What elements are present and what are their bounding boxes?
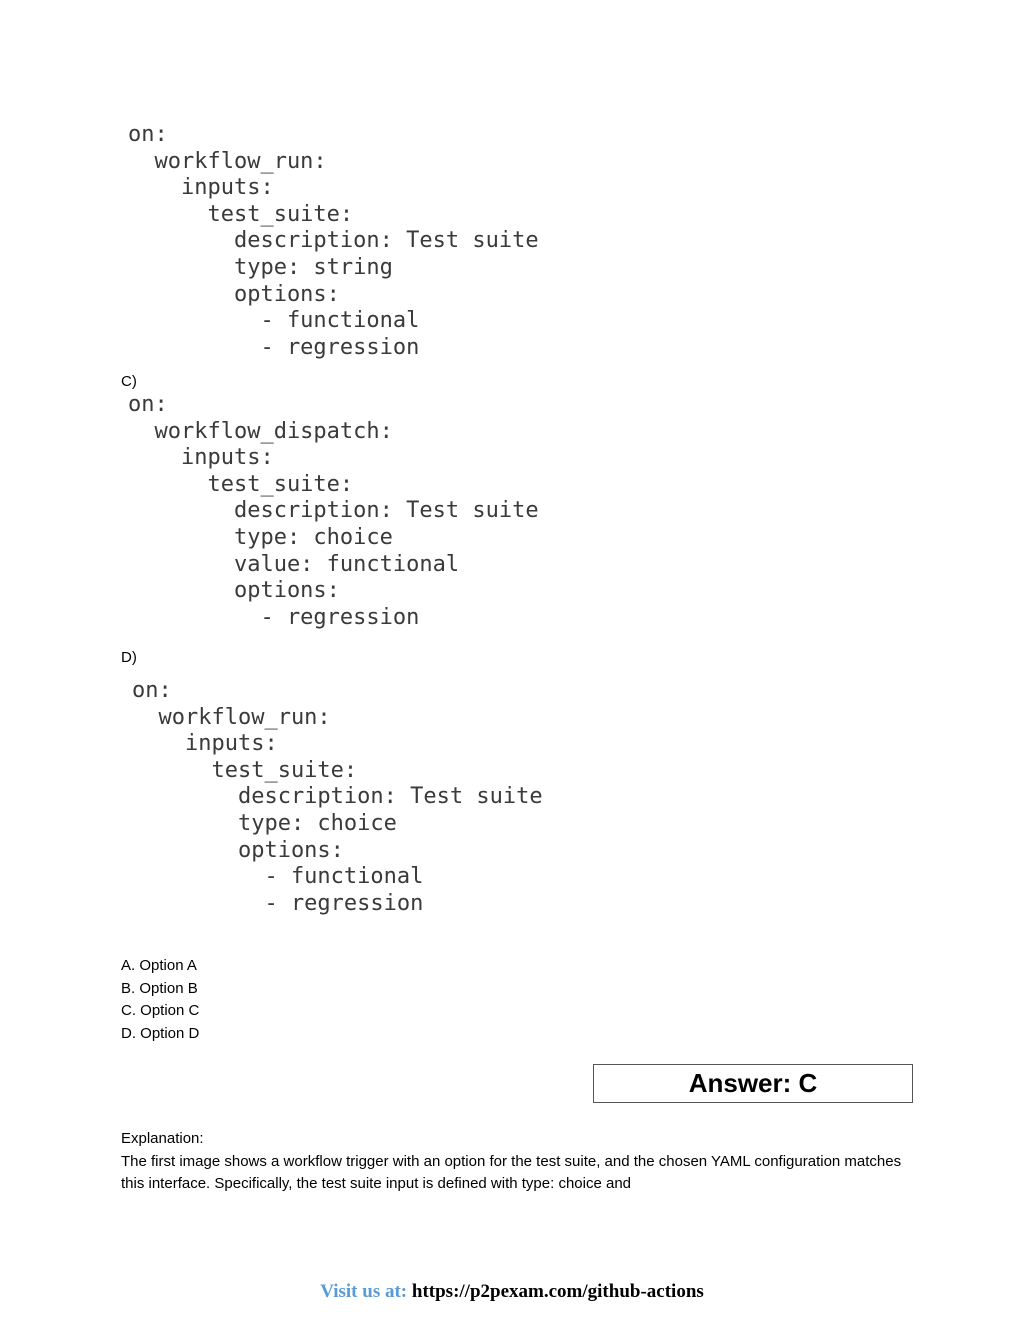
choice-b: B. Option B (121, 979, 198, 997)
explanation-heading: Explanation: (121, 1130, 204, 1147)
option-c-label: C) (121, 373, 137, 390)
footer-url-link[interactable]: https://p2pexam.com/github-actions (411, 1281, 704, 1302)
explanation (121, 1128, 921, 1196)
option-d-code-block: on: workflow_run: inputs: test_suite: description: Test suite type: choice options: - functional - regression (132, 678, 543, 916)
answer-text: Answer: C (688, 1068, 818, 1098)
option-c-code-block: on: workflow_dispatch: inputs: test_suite: description: Test suite type: choice value: functional options: - regression (128, 392, 539, 630)
choice-d: D. Option D (121, 1024, 200, 1042)
choice-a: A. Option A (121, 957, 197, 974)
choice-c: C. Option C (121, 1002, 200, 1019)
option-d-label: D) (121, 649, 137, 666)
explanation-text: The first image shows a workflow trigger with an option for the test suite, and the chosen YAML configuration matches this interface. Specifically, the test suite input is defined with type: choice and (121, 1152, 902, 1192)
footer-visit-label: Visit us at: (320, 1281, 408, 1302)
answer-box (593, 1064, 913, 1103)
answer-choices (121, 955, 199, 1045)
footer (0, 1281, 1024, 1303)
option-b-code-block: on: workflow_run: inputs: test_suite: description: Test suite type: string options: - functional - regression (128, 122, 539, 360)
